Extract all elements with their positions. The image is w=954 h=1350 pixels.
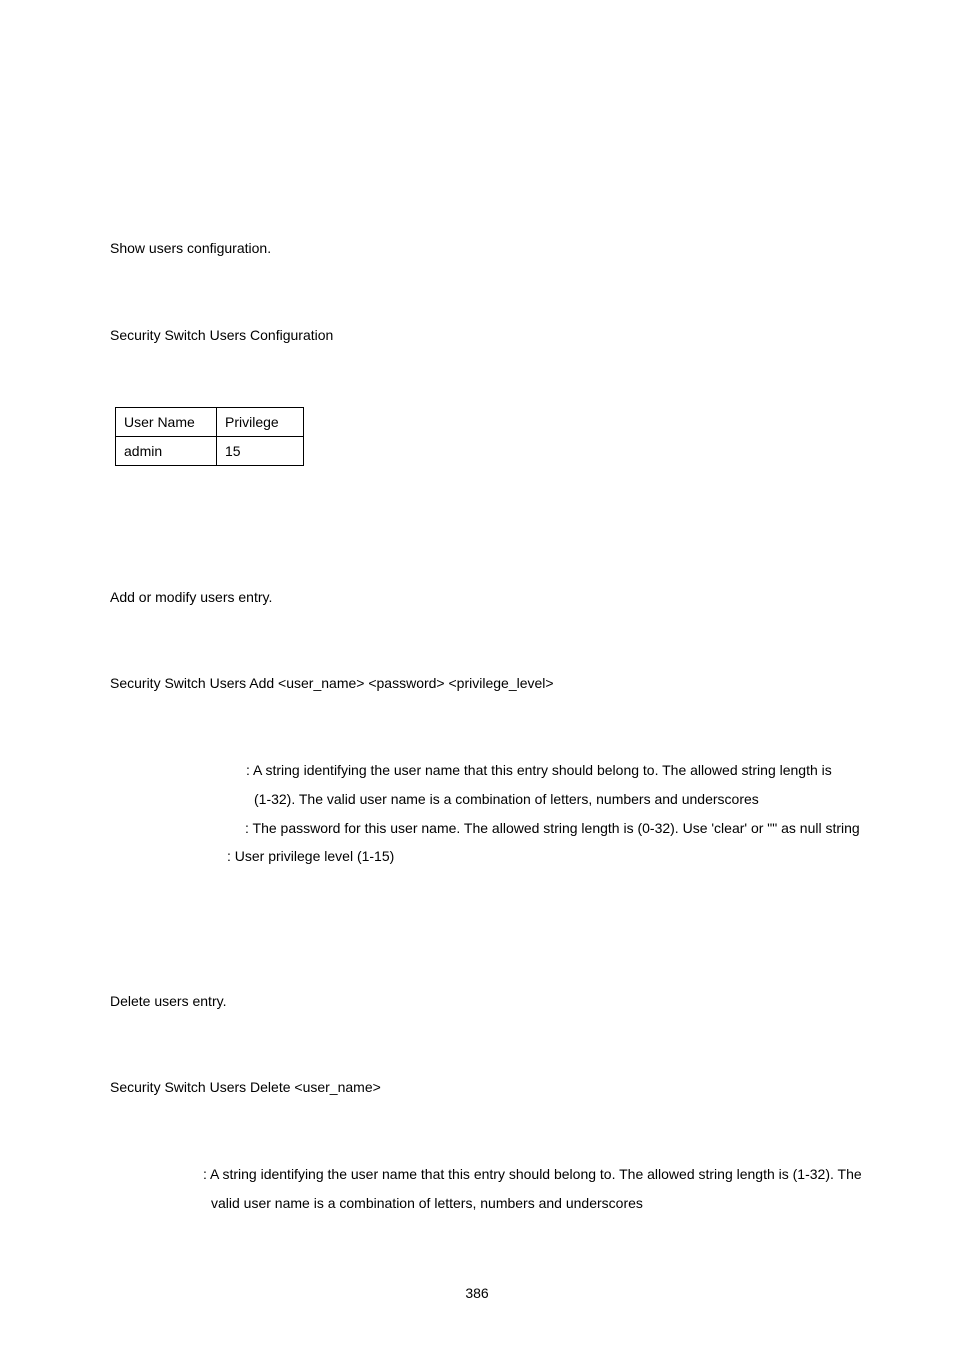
add-syntax: Security Switch Users Add <user_name> <password> <privilege_level> xyxy=(110,675,554,691)
table-header-user-name: User Name xyxy=(116,408,217,437)
table-header-privilege: Privilege xyxy=(217,408,304,437)
add-description: Add or modify users entry. xyxy=(110,589,273,605)
table-row xyxy=(116,437,304,466)
delete-syntax: Security Switch Users Delete <user_name> xyxy=(110,1079,381,1095)
table-cell-user-name: admin xyxy=(116,437,217,466)
show-syntax: Security Switch Users Configuration xyxy=(110,327,334,343)
add-param-privilege-level: : User privilege level (1-15) xyxy=(227,848,395,864)
add-param-user-name-line2: (1-32). The valid user name is a combination of letters, numbers and underscores xyxy=(254,791,759,807)
add-param-user-name-line1: : A string identifying the user name that this entry should belong to. The allowed string length is xyxy=(246,762,832,778)
table-cell-privilege: 15 xyxy=(217,437,304,466)
table-header-row xyxy=(116,408,304,437)
delete-param-user-name-line1: : A string identifying the user name that this entry should belong to. The allowed string length is (1-32). The xyxy=(203,1166,862,1182)
users-table xyxy=(115,407,304,466)
delete-param-user-name-line2: valid user name is a combination of letters, numbers and underscores xyxy=(211,1195,643,1211)
add-param-password: : The password for this user name. The allowed string length is (0-32). Use 'clear' or "" as null string xyxy=(245,820,860,836)
show-description: Show users configuration. xyxy=(110,240,272,256)
delete-description: Delete users entry. xyxy=(110,993,227,1009)
page-number: 386 xyxy=(465,1285,489,1301)
